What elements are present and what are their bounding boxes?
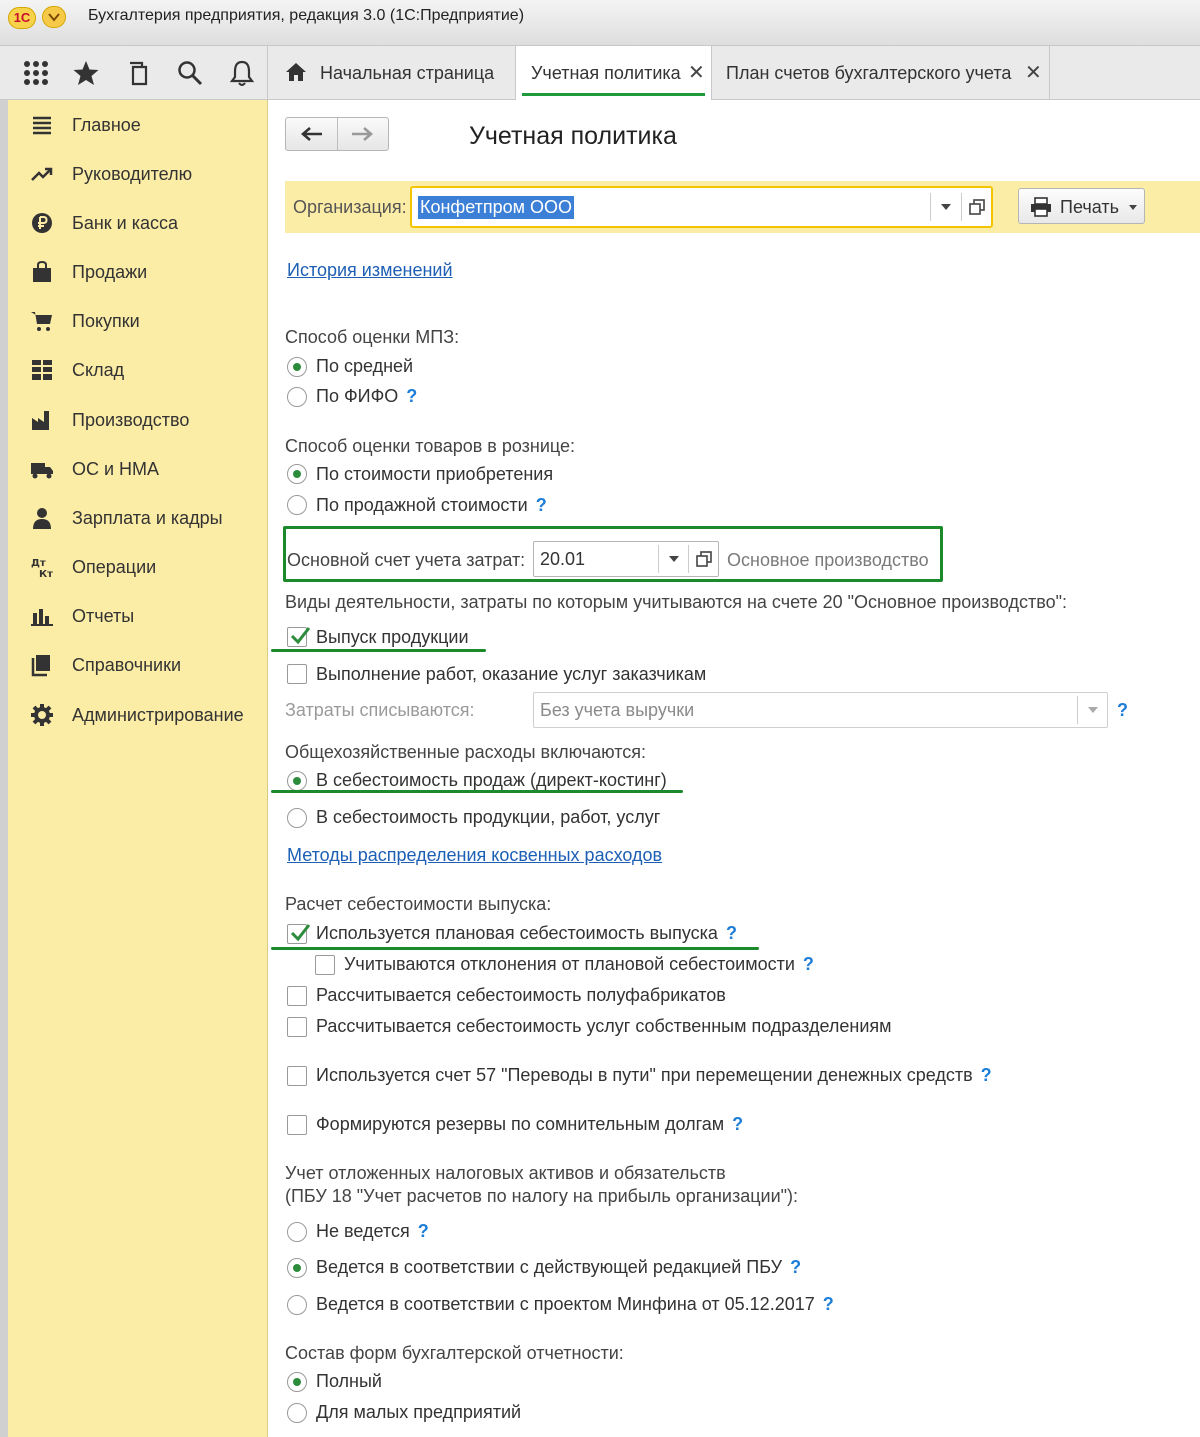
report-forms-small-label: Для малых предприятий [316, 1402, 522, 1422]
quick-tools [8, 46, 268, 100]
bell-icon[interactable] [228, 59, 256, 87]
deferred-tax-label: Учет отложенных налоговых активов и обязательств [285, 1163, 726, 1183]
apps-grid-icon[interactable] [22, 59, 50, 87]
organization-bar [285, 181, 1200, 233]
highlight-underline [271, 947, 759, 950]
mpz-average-label: По средней [316, 356, 414, 376]
overhead-direct-costing-radio[interactable] [287, 771, 307, 791]
chevron-down-icon [1129, 205, 1137, 210]
organization-value[interactable]: Конфетпром ООО [420, 197, 573, 217]
deferred-tax-draft-option [316, 1294, 834, 1315]
shopping-bag-icon [30, 260, 54, 284]
report-forms-full-radio[interactable] [287, 1372, 307, 1392]
planned-deviations-checkbox[interactable] [315, 955, 335, 975]
deferred-tax-none-option [316, 1221, 429, 1242]
truck-icon [30, 457, 54, 481]
retail-purchase-radio[interactable] [287, 464, 307, 484]
checkmark-icon [289, 624, 311, 648]
services-checkbox[interactable] [287, 664, 307, 684]
sidebar-item-label: Производство [72, 410, 190, 430]
costing-label: Расчет себестоимости выпуска: [285, 894, 552, 914]
deferred-tax-sublabel: (ПБУ 18 "Учет расчетов по налогу на прибыль организации"): [285, 1186, 799, 1206]
print-button[interactable] [1018, 188, 1145, 224]
overhead-label: Общехозяйственные расходы включаются: [285, 742, 647, 762]
organization-field[interactable] [410, 186, 993, 228]
report-forms-label: Состав форм бухгалтерской отчетности: [285, 1343, 624, 1363]
books-icon [30, 653, 54, 677]
tab-policy-label: Учетная политика [531, 63, 681, 83]
factory-icon [30, 408, 54, 432]
semi-finished-label: Рассчитывается себестоимость полуфабрикатов [316, 985, 726, 1005]
sidebar-item-warehouse[interactable] [8, 350, 268, 390]
sidebar-item-fixed-assets[interactable] [8, 449, 268, 489]
search-icon[interactable] [176, 59, 204, 87]
cost-account-open-button[interactable] [688, 545, 718, 573]
deferred-tax-current-radio[interactable] [287, 1258, 307, 1278]
svg-text:Дт: Дт [31, 558, 46, 569]
checkmark-icon [289, 921, 311, 945]
account-57-option [316, 1065, 992, 1086]
open-window-icon [969, 199, 985, 215]
planned-cost-checkbox[interactable] [287, 924, 307, 944]
writeoff-field[interactable] [533, 692, 1108, 728]
history-link[interactable]: История изменений [287, 260, 453, 280]
deferred-tax-current-option [316, 1257, 801, 1278]
help-icon[interactable]: ? [980, 1065, 992, 1085]
window-left-edge [0, 46, 8, 1437]
cost-account-name: Основное производство [727, 550, 929, 570]
sidebar-item-label: Банк и касса [72, 213, 178, 233]
deferred-tax-current-label: Ведется в соответствии с действующей редакцией ПБУ [316, 1257, 783, 1277]
help-icon[interactable]: ? [725, 923, 737, 943]
chevron-down-icon [941, 204, 951, 210]
overhead-cost-of-production-label: В себестоимость продукции, работ, услуг [316, 807, 661, 827]
report-forms-small-radio[interactable] [287, 1403, 307, 1423]
cart-icon [30, 309, 54, 333]
overhead-direct-costing-label: В себестоимость продаж (директ-костинг) [316, 770, 667, 790]
sidebar-item-label: Справочники [72, 655, 182, 675]
sidebar-item-main[interactable] [8, 105, 268, 145]
sidebar-item-label: Склад [72, 360, 125, 380]
sidebar-item-label: Отчеты [72, 606, 135, 626]
sidebar [8, 100, 268, 1437]
nav-buttons [285, 117, 389, 151]
tab-chart-of-accounts[interactable] [712, 46, 1050, 100]
sidebar-item-operations[interactable] [8, 547, 268, 587]
help-icon[interactable]: ? [406, 386, 418, 406]
warehouse-grid-icon [30, 358, 54, 382]
help-icon[interactable]: ? [802, 954, 814, 974]
sidebar-item-bank[interactable] [8, 203, 268, 243]
home-icon [285, 62, 307, 82]
organization-label: Организация: [293, 197, 407, 217]
mpz-fifo-label: По ФИФО [316, 386, 399, 406]
tab-accounting-policy[interactable] [516, 46, 712, 100]
print-button-label: Печать [1060, 197, 1119, 217]
svg-text:Кт: Кт [39, 569, 53, 579]
top-toolbar [0, 46, 1200, 100]
report-forms-full-label: Полный [316, 1371, 382, 1391]
sidebar-item-label: Операции [72, 557, 157, 577]
deferred-tax-none-radio[interactable] [287, 1222, 307, 1242]
sidebar-item-label: ОС и НМА [72, 459, 160, 479]
indirect-cost-methods-link[interactable]: Методы распределения косвенных расходов [287, 845, 663, 865]
mpz-average-radio[interactable] [287, 357, 307, 377]
help-icon[interactable]: ? [1117, 700, 1128, 720]
sidebar-item-salary[interactable] [8, 498, 268, 538]
deferred-tax-draft-label: Ведется в соответствии с проектом Минфина от 05.12.2017 [316, 1294, 815, 1314]
bar-chart-icon [30, 604, 54, 628]
sidebar-item-label: Зарплата и кадры [72, 508, 223, 528]
tab-policy-close-icon[interactable]: ✕ [688, 62, 705, 84]
output-products-checkbox[interactable] [287, 627, 307, 647]
retail-sale-label: По продажной стоимости [316, 495, 528, 515]
planned-deviations-label: Учитываются отклонения от плановой себестоимости [344, 954, 795, 974]
help-icon[interactable]: ? [732, 1114, 744, 1134]
doubtful-debts-checkbox[interactable] [287, 1115, 307, 1135]
retail-sale-radio[interactable] [287, 495, 307, 515]
main-menu-button[interactable] [42, 6, 66, 28]
semi-finished-checkbox[interactable] [287, 986, 307, 1006]
help-icon[interactable]: ? [417, 1221, 429, 1241]
mpz-fifo-option [316, 386, 417, 407]
planned-cost-label: Используется плановая себестоимость выпуска [316, 923, 718, 943]
cost-account-value[interactable]: 20.01 [540, 549, 586, 569]
sidebar-item-label: Продажи [72, 262, 148, 282]
sidebar-item-sales[interactable] [8, 252, 268, 292]
star-icon[interactable] [72, 59, 100, 87]
main-content [269, 100, 1200, 1437]
help-icon[interactable]: ? [535, 495, 547, 515]
retail-label: Способ оценки товаров в рознице: [285, 436, 576, 456]
retail-sale-option [316, 495, 547, 516]
sidebar-item-purchases[interactable] [8, 301, 268, 341]
nav-separator [337, 118, 338, 150]
doubtful-debts-label: Формируются резервы по сомнительным долгам [316, 1114, 725, 1134]
highlight-underline [271, 649, 486, 652]
cost-account-field[interactable] [533, 541, 719, 577]
sidebar-item-label: Руководителю [72, 164, 193, 184]
gear-icon [30, 703, 54, 727]
forward-arrow-icon[interactable] [350, 126, 374, 142]
sidebar-item-director[interactable] [8, 154, 268, 194]
writeoff-label: Затраты списываются: [285, 700, 475, 720]
sidebar-item-label: Покупки [72, 311, 140, 331]
writeoff-dropdown-button[interactable] [1077, 696, 1107, 724]
sidebar-item-catalogs[interactable] [8, 645, 268, 685]
trend-icon [30, 162, 54, 186]
cost-account-dropdown-button[interactable] [658, 545, 688, 573]
services-label: Выполнение работ, оказание услуг заказчикам [316, 664, 707, 684]
writeoff-value[interactable]: Без учета выручки [540, 700, 695, 720]
sidebar-item-reports[interactable] [8, 596, 268, 636]
mpz-label: Способ оценки МПЗ: [285, 327, 460, 347]
doubtful-debts-option [316, 1114, 743, 1135]
organization-open-button[interactable] [961, 193, 991, 221]
history-pages-icon[interactable] [124, 59, 152, 87]
help-icon[interactable]: ? [790, 1257, 802, 1277]
tab-home-label: Начальная страница [320, 63, 495, 83]
sidebar-item-production[interactable] [8, 400, 268, 440]
highlight-underline [271, 790, 683, 793]
chevron-down-icon [669, 556, 679, 562]
deferred-tax-draft-radio[interactable] [287, 1295, 307, 1315]
activities-label: Виды деятельности, затраты по которым учитываются на счете 20 "Основное производство": [285, 592, 1068, 612]
chevron-down-icon [1088, 707, 1098, 713]
page-title: Учетная политика [469, 122, 677, 150]
deferred-tax-none-label: Не ведется [316, 1221, 410, 1241]
open-window-icon [696, 551, 712, 567]
printer-icon [1030, 197, 1052, 217]
planned-cost-option [316, 923, 737, 944]
app-logo: 1С [8, 7, 36, 29]
window-title: Бухгалтерия предприятия, редакция 3.0 (1С:Предприятие) [88, 7, 525, 24]
sidebar-item-admin[interactable] [8, 695, 268, 735]
overhead-cost-of-production-radio[interactable] [287, 808, 307, 828]
account-57-label: Используется счет 57 "Переводы в пути" при перемещении денежных средств [316, 1065, 973, 1085]
window-title-bar [0, 0, 1200, 46]
planned-deviations-option [344, 954, 814, 975]
mpz-fifo-radio[interactable] [287, 387, 307, 407]
tab-home[interactable] [269, 46, 516, 100]
tab-accounts-label: План счетов бухгалтерского учета [726, 63, 1012, 83]
person-icon [30, 506, 54, 530]
sidebar-item-label: Администрирование [72, 705, 244, 725]
sidebar-item-label: Главное [72, 115, 141, 135]
organization-dropdown-button[interactable] [930, 193, 960, 221]
internal-services-label: Рассчитывается себестоимость услуг собственным подразделениям [316, 1016, 892, 1036]
internal-services-checkbox[interactable] [287, 1017, 307, 1037]
help-icon[interactable]: ? [822, 1294, 834, 1314]
ruble-coin-icon [30, 211, 54, 235]
menu-lines-icon [30, 113, 54, 137]
back-arrow-icon[interactable] [300, 126, 324, 142]
tab-accounts-close-icon[interactable]: ✕ [1025, 62, 1042, 84]
account-57-checkbox[interactable] [287, 1066, 307, 1086]
retail-purchase-label: По стоимости приобретения [316, 464, 554, 484]
chevron-down-icon [48, 12, 60, 22]
dt-kt-icon [30, 555, 54, 579]
output-products-label: Выпуск продукции [316, 627, 469, 647]
cost-account-label: Основной счет учета затрат: [287, 550, 526, 570]
